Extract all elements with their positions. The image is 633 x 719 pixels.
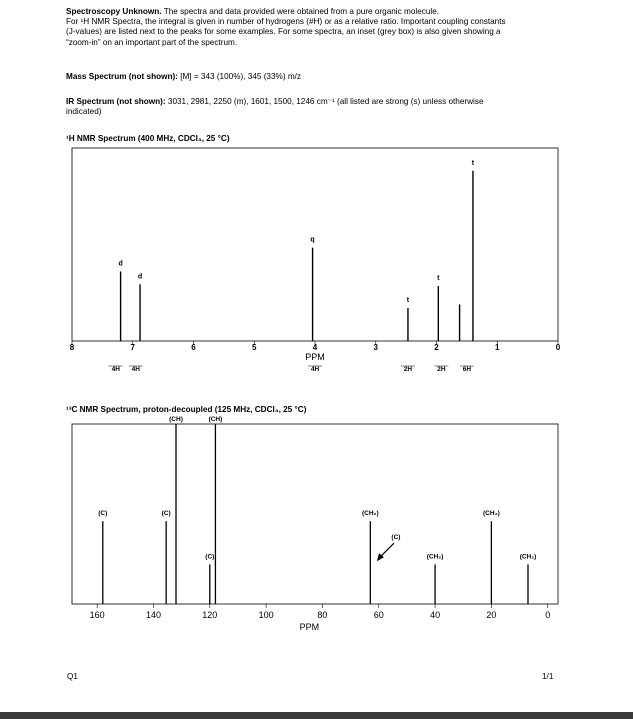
c-tick-label: 160 [89, 610, 105, 620]
c-tick-label: 20 [486, 610, 497, 620]
c-peak-type-label: (C) [98, 510, 108, 518]
h-tick-label: 8 [69, 343, 75, 352]
c-tick-label: 140 [145, 610, 161, 620]
h-axis-label: PPM [305, 352, 325, 362]
question-number: Q1 [67, 672, 78, 681]
h-tick-label: 7 [130, 343, 135, 352]
h-integral-value: 2H [437, 366, 446, 373]
h-integral-value: 4H [111, 366, 120, 373]
h-tick-label: 5 [252, 343, 257, 352]
c-axis-label: PPM [299, 622, 320, 632]
h-tick-label: 3 [373, 343, 378, 352]
c-peak-type-label: (CH₂) [362, 510, 379, 518]
intro-line-4: “zoom-in” on an important part of the spectrum. [66, 37, 238, 47]
h-integral-value: 2H [403, 366, 413, 373]
c-tick-label: 80 [317, 610, 328, 620]
c-peak-type-label: (CH₂) [426, 553, 444, 561]
h-peak-multiplicity: t [406, 297, 410, 305]
ir-label: IR Spectrum (not shown): [66, 97, 166, 106]
h-tick-label: 4 [312, 343, 318, 352]
h-integral-value: 4H [310, 366, 320, 373]
h-integral-value: 4H [131, 366, 140, 373]
intro-line-3: (J-values) are listed next to the peaks for some examples. For some spectra, an inset (grey box) is also given showing a [66, 27, 501, 37]
h-peak-multiplicity: t [437, 275, 440, 283]
c-peak-type-label: (CH₃) [483, 510, 500, 518]
h-tick-label: 0 [555, 343, 561, 352]
mass-value: [M] = 343 (100%), 345 (33%) m/z [180, 72, 302, 81]
h-nmr-title: ¹H NMR Spectrum (400 MHz, CDCl₃, 25 °C) [66, 134, 230, 143]
h-peak-multiplicity: t [471, 159, 475, 167]
intro-line-2: For ¹H NMR Spectra, the integral is given in number of hydrogens (#H) or as a relative ratio. Important coupling constants [66, 17, 506, 27]
ir-value: 3031, 2981, 2250 (m), 1601, 1500, 1246 cm⁻¹ (all listed are strong (s) unless otherwise [167, 97, 484, 106]
page-indicator: 1/1 [542, 672, 554, 681]
c-tick-label: 40 [430, 610, 441, 620]
intro-title: Spectroscopy Unknown. [66, 7, 162, 16]
h-tick-label: 1 [495, 343, 500, 352]
c-arrow-line [380, 543, 394, 557]
mass-label: Mass Spectrum (not shown): [66, 72, 178, 81]
c-tick-label: 60 [373, 610, 384, 620]
h-tick-label: 6 [191, 343, 196, 352]
h-tick-label: 2 [434, 343, 439, 352]
h-peak-multiplicity: d [118, 260, 123, 268]
c-peak-type-label: (C) [161, 510, 171, 518]
bottom-bar [0, 712, 633, 719]
h-integral-value: 6H [462, 366, 472, 373]
c-tick-label: 0 [545, 610, 551, 620]
c-peak-type-label: (CH₂) [519, 553, 537, 561]
h-peak-multiplicity: q [310, 236, 315, 244]
c-peak-type-label: (C) [391, 534, 401, 542]
c-nmr-title: ¹³C NMR Spectrum, proton-decoupled (125 MHz, CDCl₃, 25 °C) [66, 405, 307, 414]
c-tick-label: 100 [258, 610, 274, 620]
h-peak-multiplicity: d [137, 273, 143, 281]
c-peak-type-label: (C) [205, 553, 215, 561]
intro-line-1: The spectra and data provided were obtained from a pure organic molecule. [163, 7, 440, 16]
ir-value-2: indicated) [66, 107, 102, 117]
c-peak-type-label: (CH) [208, 416, 223, 423]
c-tick-label: 120 [202, 610, 218, 620]
c-peak-type-label: (CH) [169, 416, 183, 423]
